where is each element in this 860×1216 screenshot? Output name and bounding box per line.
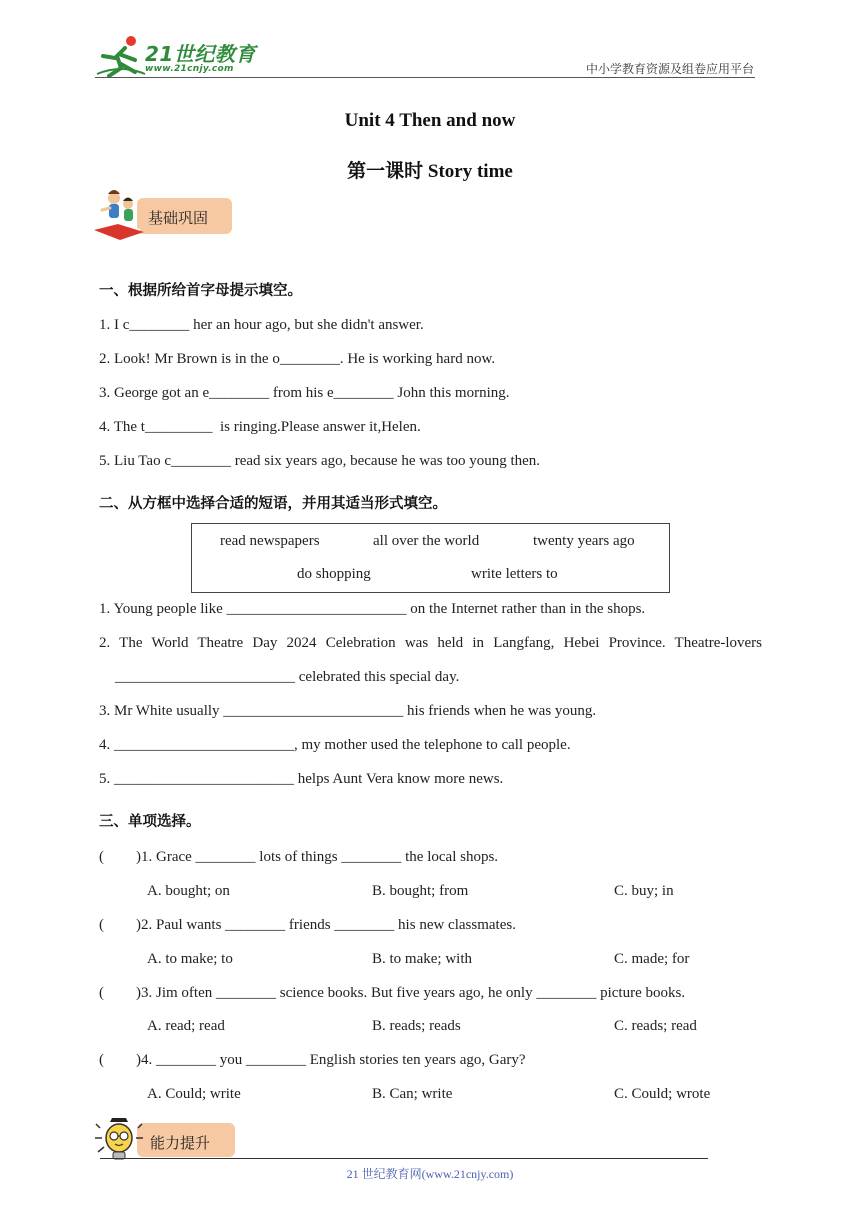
- section1-heading: 一、根据所给首字母提示填空。: [99, 283, 302, 299]
- s1-item-3: 3. George got an e________ from his e________ John this morning.: [99, 385, 510, 401]
- s2-item-1: 1. Young people like ________________________ on the Internet rather than in the shops.: [99, 601, 646, 617]
- runner-logo-icon: [95, 34, 147, 78]
- lightbulb-icon: [94, 1114, 144, 1164]
- header-divider: [95, 77, 755, 78]
- phrase-1: read newspapers: [220, 533, 320, 549]
- s1-item-1: 1. I c________ her an hour ago, but she didn't answer.: [99, 317, 424, 333]
- q4-stem: )4. ________ you ________ English stories ten years ago, Gary?: [136, 1052, 526, 1068]
- page-subtitle: 第一课时 Story time: [347, 161, 513, 182]
- logo-url: www.21cnjy.com: [145, 64, 234, 74]
- s2-item-4: 4. ________________________, my mother used the telephone to call people.: [99, 737, 571, 753]
- q1-option-a: A. bought; on: [147, 883, 230, 899]
- phrase-5: write letters to: [471, 566, 558, 582]
- s1-item-2: 2. Look! Mr Brown is in the o________. He is working hard now.: [99, 351, 496, 367]
- q1-paren: (: [99, 849, 104, 865]
- q3-stem: )3. Jim often ________ science books. But five years ago, he only ________ picture books.: [136, 985, 686, 1001]
- badge-advanced-label: 能力提升: [150, 1134, 211, 1152]
- s2-item-5: 5. ________________________ helps Aunt Vera know more news.: [99, 771, 504, 787]
- s2-item-2: 2. The World Theatre Day 2024 Celebration was held in Langfang, Hebei Province. Theatre-lovers: [99, 635, 762, 651]
- q1-option-c: C. buy; in: [614, 883, 674, 899]
- q3-option-c: C. reads; read: [614, 1018, 697, 1034]
- q4-option-a: A. Could; write: [147, 1086, 241, 1102]
- s1-item-5: 5. Liu Tao c________ read six years ago, because he was too young then.: [99, 453, 541, 469]
- logo-text: 21世纪教育: [145, 42, 256, 66]
- q3-paren: (: [99, 985, 104, 1001]
- q4-paren: (: [99, 1052, 104, 1068]
- phrase-3: twenty years ago: [533, 533, 635, 549]
- q4-option-b: B. Can; write: [372, 1086, 453, 1102]
- phrase-4: do shopping: [297, 566, 371, 582]
- footer-divider: [100, 1158, 708, 1159]
- q4-option-c: C. Could; wrote: [614, 1086, 711, 1102]
- s1-item-4: 4. The t_________ is ringing.Please answer it,Helen.: [99, 419, 421, 435]
- s2-item-3: 3. Mr White usually ________________________ his friends when he was young.: [99, 703, 597, 719]
- platform-label: 中小学教育资源及组卷应用平台: [585, 62, 754, 76]
- badge-basic-label: 基础巩固: [148, 209, 209, 227]
- q1-stem: )1. Grace ________ lots of things ________ the local shops.: [136, 849, 499, 865]
- q2-stem: )2. Paul wants ________ friends ________ his new classmates.: [136, 917, 516, 933]
- kids-on-book-icon: [88, 184, 148, 244]
- footer-text: 21 世纪教育网(www.21cnjy.com): [346, 1167, 514, 1181]
- section2-heading: 二、从方框中选择合适的短语，并用其适当形式填空。: [99, 496, 447, 512]
- q2-paren: (: [99, 917, 104, 933]
- section3-heading: 三、单项选择。: [99, 814, 201, 830]
- phrase-2: all over the world: [373, 533, 480, 549]
- q1-option-b: B. bought; from: [372, 883, 469, 899]
- q2-option-c: C. made; for: [614, 951, 690, 967]
- q3-option-b: B. reads; reads: [372, 1018, 461, 1034]
- page-title: Unit 4 Then and now: [344, 110, 516, 131]
- q3-option-a: A. read; read: [147, 1018, 225, 1034]
- q2-option-a: A. to make; to: [147, 951, 233, 967]
- s2-item-2-cont: ________________________ celebrated this special day.: [115, 669, 460, 685]
- q2-option-b: B. to make; with: [372, 951, 472, 967]
